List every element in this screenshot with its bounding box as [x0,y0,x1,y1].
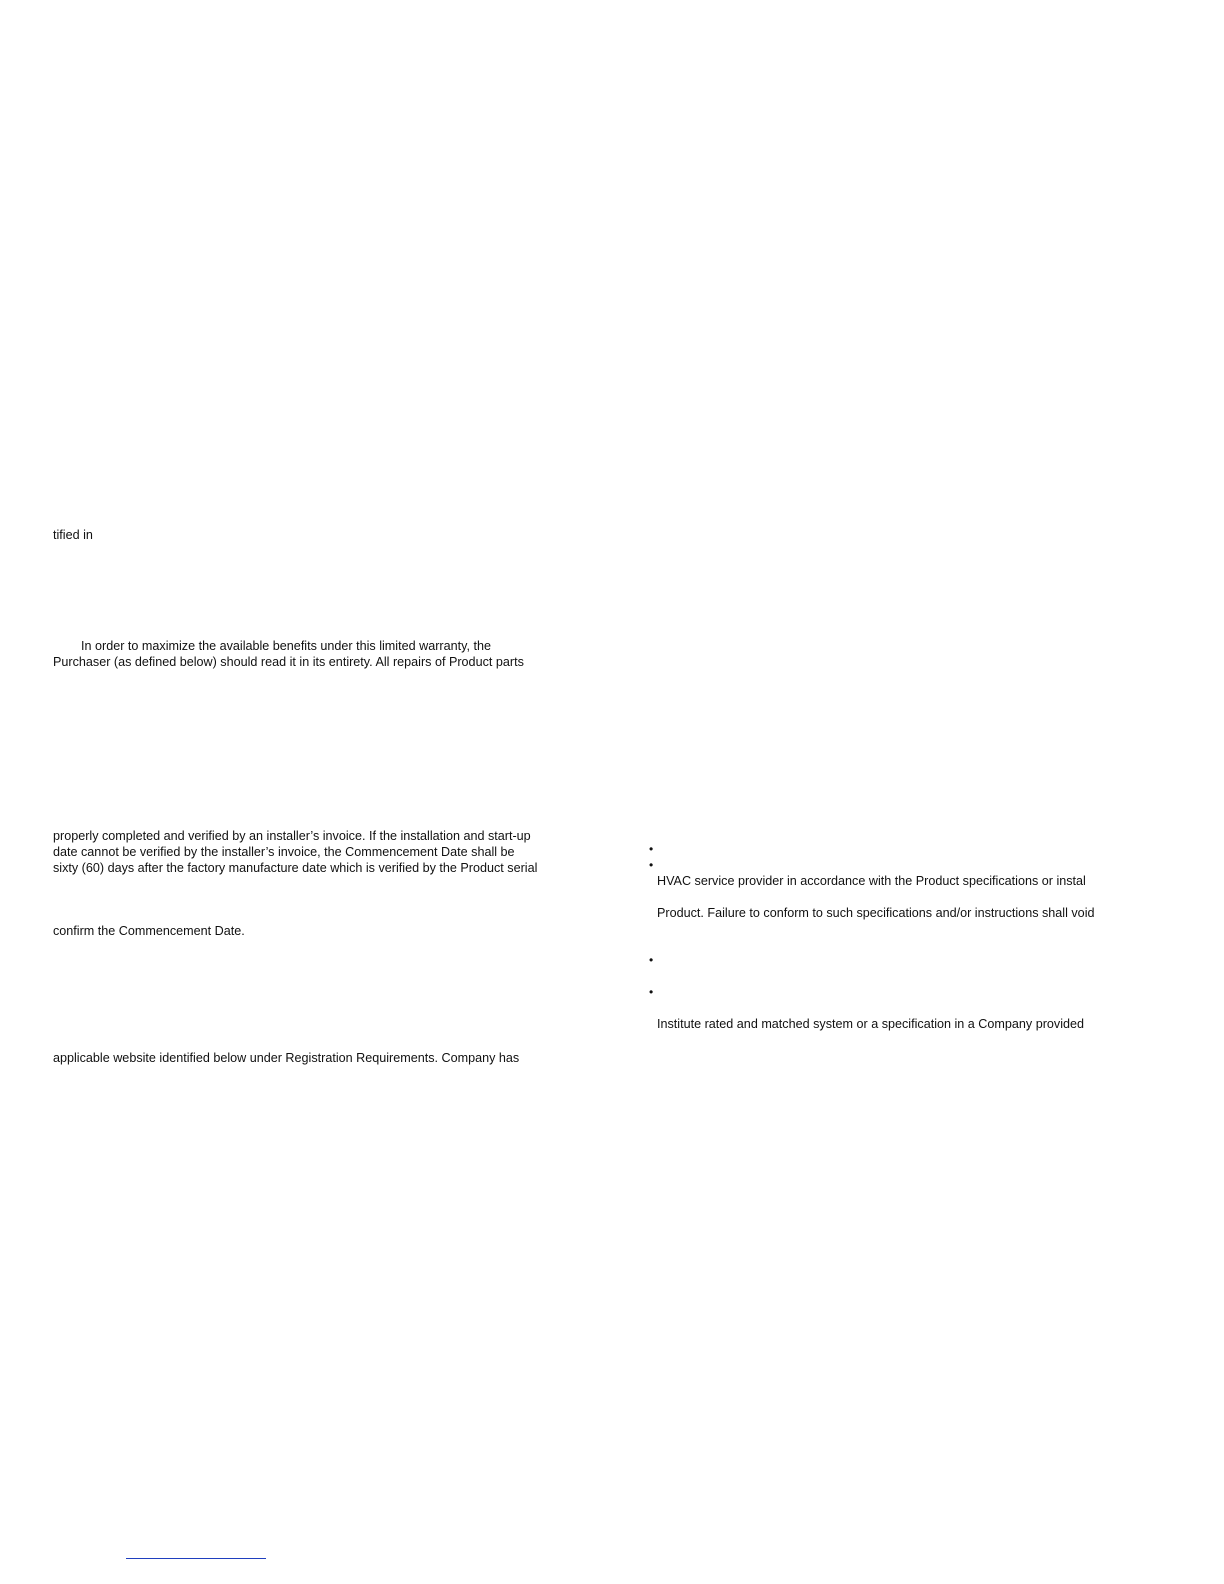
text-line-product: Product. Failure to conform to such specifications and/or instructions shall void [657,906,1095,920]
text-line-website: applicable website identified below under Registration Requirements. Company has [53,1051,520,1065]
paragraph-intro-line-2: Purchaser (as defined below) should read it in its entirety. All repairs of Product parts [53,655,524,669]
text-line-tified: tified in [53,528,93,542]
paragraph-commencement-line-2: date cannot be verified by the installer’s invoice, the Commencement Date shall be [53,845,515,859]
paragraph-commencement-line-1: properly completed and verified by an installer’s invoice. If the installation and start-up [53,829,531,843]
bullet-2: • [649,858,654,872]
paragraph-intro-line-1: In order to maximize the available benefits under this limited warranty, the [81,639,491,653]
text-line-confirm: confirm the Commencement Date. [53,924,245,938]
text-line-hvac: HVAC service provider in accordance with the Product specifications or instal [657,874,1086,888]
hyperlink-underline[interactable] [126,1558,266,1559]
paragraph-commencement-line-3: sixty (60) days after the factory manufacture date which is verified by the Product serial [53,861,538,875]
bullet-4: • [649,985,654,999]
bullet-3: • [649,953,654,967]
bullet-1: • [649,842,654,856]
text-line-institute: Institute rated and matched system or a specification in a Company provided [657,1017,1085,1031]
